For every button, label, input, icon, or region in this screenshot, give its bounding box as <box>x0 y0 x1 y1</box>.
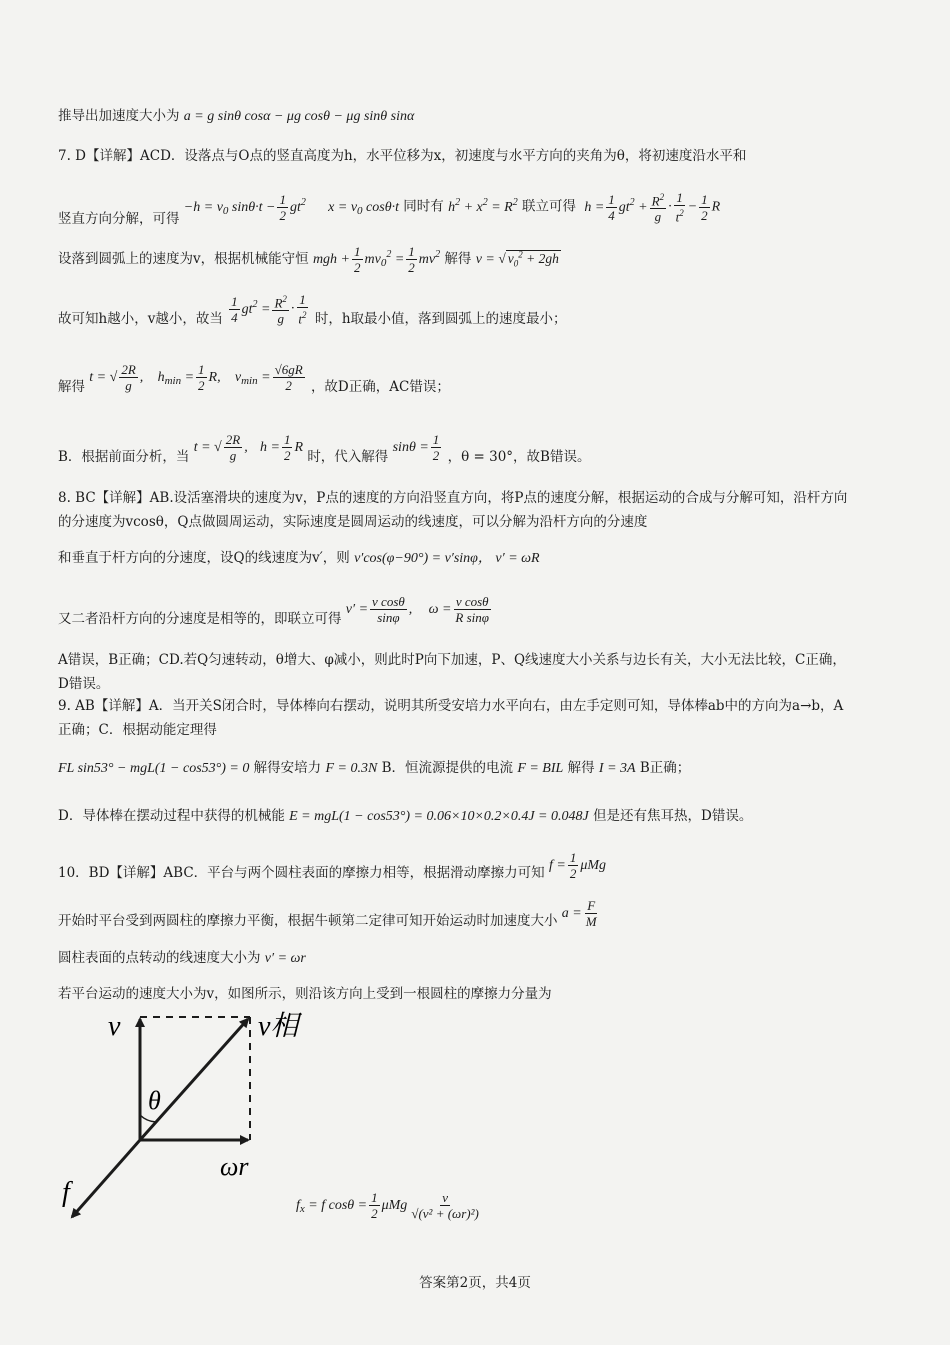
text: ，θ = 30°，故B错误。 <box>447 449 591 465</box>
text-line: 竖直方向分解，可得 $-h = v_0$ sinθ·t − $\frac{1}{2}$ $gt^2$ $x = v_0$ cosθ·t 同时有 $h^2 + x^2 = R^2$ 联立可得 h = $\frac{1}{4}$ $gt^2$ + $\frac{R^2}{g}$ · $\frac{1}{t^2}$ − $\frac{1}{2}$ R <box>58 190 721 227</box>
formula: h = <box>584 199 605 215</box>
text: 时，代入解得 <box>307 449 389 465</box>
formula: $h_{min}$ = <box>157 370 195 387</box>
text-line: 故可知h越小，v越小，故当 $\frac{1}{4}$ $gt^2$ = $\frac{R^2}{g}$ · $\frac{1}{t^2}$ 时，h取最小值，落到圆弧上的速度最小； <box>58 292 567 327</box>
formula: v = <box>475 252 499 267</box>
v-relative-label: v相 <box>258 1011 299 1042</box>
theta-arc <box>140 1115 156 1122</box>
formula: t = √ <box>193 440 222 455</box>
text: 故可知h越小，v越小，故当 <box>58 310 223 327</box>
text: 时，h取最小值，落到圆弧上的速度最小； <box>314 310 567 327</box>
formula: F = 0.3N <box>325 761 378 776</box>
formula: mgh + <box>312 252 350 267</box>
formula: √ $v_0^2 + 2gh$ <box>498 249 559 269</box>
v-relative-arrow <box>140 1019 248 1140</box>
formula: $x = v_0$ cosθ·t <box>328 199 399 217</box>
formula: $f_x = f$ cosθ = <box>296 1198 368 1215</box>
formula: $\frac{1}{2}$ <box>371 1190 378 1221</box>
text: 解得安培力 <box>253 760 322 776</box>
text-line: 若平台运动的速度大小为v，如图所示，则沿该方向上受到一根圆柱的摩擦力分量为 <box>58 986 552 1002</box>
v-label: v <box>108 1011 121 1042</box>
text: 解得 <box>567 760 595 776</box>
formula: a = <box>561 906 582 921</box>
formula: f = <box>548 858 566 873</box>
text-line: 开始时平台受到两圆柱的摩擦力平衡，根据牛顿第二定律可知开始运动时加速度大小 a = $\frac{F}{M}$ <box>58 898 597 929</box>
text-line: 设落到圆弧上的速度为v，根据机械能守恒 mgh + $\frac{1}{2}$ $mv_0^2$ = $\frac{1}{2}$ $mv^2$ 解得 v = √ $v_0^2 + 2gh$ <box>58 244 559 275</box>
text: 解得 <box>58 379 85 395</box>
formula: E = mgL(1 − cos53°) = 0.06×10×0.2×0.4J = 0.048J <box>289 809 589 824</box>
text-line <box>58 106 878 127</box>
formula: I = 3A <box>598 761 636 776</box>
text: ，故D正确，AC错误； <box>310 379 450 395</box>
text-line <box>58 948 878 969</box>
text: 圆柱表面的点转动的线速度大小为 <box>58 950 261 966</box>
formula: v′cos(φ−90°) = v′sinφ， v′ = ωR <box>354 551 540 566</box>
formula: h = <box>260 440 280 455</box>
formula: $h^2 + x^2 = R^2$ <box>448 196 518 215</box>
text: 开始时平台受到两圆柱的摩擦力平衡，根据牛顿第二定律可知开始运动时加速度大小 <box>58 913 558 929</box>
text: 解得 <box>444 251 472 267</box>
text: 设落到圆弧上的速度为v，根据机械能守恒 <box>58 251 309 267</box>
text-line: 又二者沿杆方向的分速度是相等的，即联立可得 v′ = $\frac{\text{v cosθ}}{\sin\varphi}$ , ω = $\frac{\text{v cosθ}}{\text{R sinφ}}$ <box>58 594 489 627</box>
text: 又二者沿杆方向的分速度是相等的，即联立可得 <box>58 611 342 627</box>
formula: FL sin53° − mgL(1 − cos53°) = 0 <box>58 761 250 776</box>
text-line: B．根据前面分析，当 t = √ $\frac{2R}{g}$ , h = $\frac{1}{2}$ R 时，代入解得 sinθ = $\frac{1}{2}$ ，θ = 30°，故B错误。 <box>58 432 591 465</box>
text: 推导出加速度大小为 <box>58 108 180 124</box>
formula: $-h = v_0$ sinθ·t − <box>183 199 276 217</box>
formula: v′ = <box>345 602 369 617</box>
question-9-paragraph: 9. AB【详解】A．当开关S闭合时，导体棒向右摆动，说明其所受安培力水平向右，由左手定则可知，导体棒ab中的方向为a→b，A正确；C．根据动能定理得 <box>58 698 844 738</box>
question-7-heading: 7. D【详解】ACD．设落点与O点的竖直高度为h，水平位移为x，初速度与水平方向的夹角为θ，将初速度沿水平和 <box>58 148 747 164</box>
text: 10．BD【详解】ABC．平台与两个圆柱表面的摩擦力相等，根据滑动摩擦力可知 <box>58 865 545 881</box>
text-line: 10．BD【详解】ABC．平台与两个圆柱表面的摩擦力相等，根据滑动摩擦力可知 f = $\frac{1}{2}$ μMg <box>58 850 607 881</box>
final-formula: $f_x = f$ cosθ = $\frac{1}{2}$ μMg $\frac{v}{\text{√(v² + (ωr)²)}}$ <box>296 1190 479 1221</box>
formula: $v_{min}$ = <box>234 370 271 387</box>
friction-arrow <box>72 1140 140 1217</box>
text: B．根据前面分析，当 <box>58 449 190 465</box>
text-line: 解得 t = √ $\frac{2R}{g}$ , $h_{min}$ = $\frac{1}{2}$ R, $v_{min}$ = $\frac{√6gR}{2}$ ，故D正确，AC错误； <box>58 362 450 395</box>
omega-r-label: ωr <box>220 1152 249 1181</box>
text: B．恒流源提供的电流 <box>381 760 514 776</box>
question-8-paragraph: 8. BC【详解】AB.设活塞滑块的速度为v，P点的速度的方向沿竖直方向，将P点的速度分解，根据运动的合成与分解可知，沿杆方向的分速度为vcosθ，Q点做圆周运动，实际速度是圆周运动的线速度，可以分解为沿杆方向的分速度 <box>58 490 848 530</box>
text: 但是还有焦耳热，D错误。 <box>593 808 753 824</box>
formula: sinθ = <box>392 440 429 455</box>
text: D．导体棒在摆动过程中获得的机械能 <box>58 808 285 824</box>
formula: F = BIL <box>517 761 564 776</box>
formula: v′ = ωr <box>264 951 306 966</box>
text: B正确； <box>639 760 691 776</box>
formula: ω = <box>428 602 452 617</box>
text-line <box>58 548 878 569</box>
f-label: f <box>62 1177 70 1208</box>
text: 竖直方向分解，可得 <box>58 210 180 227</box>
text-line <box>58 806 878 827</box>
text: 联立可得 <box>522 198 577 215</box>
text: 同时有 <box>403 198 444 215</box>
text-line <box>58 758 878 779</box>
formula: a = g sinθ cosα − μg cosθ − μg sinθ sinα <box>183 109 415 124</box>
formula: $\frac{1}{2}$ <box>279 191 286 223</box>
formula: t = √ <box>89 370 118 385</box>
text: 和垂直于杆方向的分速度，设Q的线速度为v′，则 <box>58 550 350 566</box>
question-8-conclusion: A错误，B正确；CD.若Q匀速转动，θ增大、φ减小，则此时P向下加速，P、Q线速度大小关系与边长有关，大小无法比较，C正确，D错误。 <box>58 652 846 692</box>
formula: $\frac{1}{4}$ <box>231 293 238 325</box>
page-footer: 答案第2页，共4页 <box>419 1275 531 1291</box>
formula: $\frac{v}{\text{√(v² + (ωr)²)}}$ <box>411 1190 479 1221</box>
theta-label: θ <box>148 1086 161 1115</box>
